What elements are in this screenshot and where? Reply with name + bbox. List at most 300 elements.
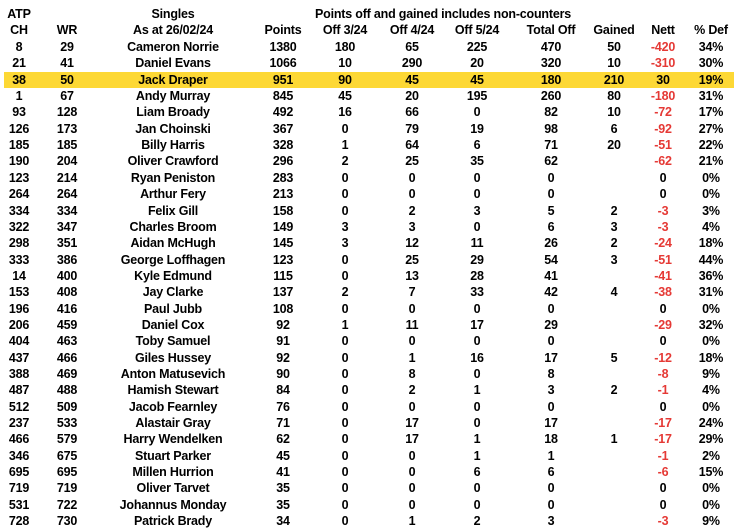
cell-points: 296 [272,154,294,169]
cell-off-4-24: 17 [405,432,419,447]
cell-off-4-24: 12 [405,236,419,251]
cell-ch: 298 [8,236,30,251]
header-pct-def: % Def [694,23,728,37]
cell-gained: 10 [607,56,621,71]
cell-off-3-24: 0 [341,465,349,480]
cell-off-5-24: 0 [473,367,481,381]
cell-wr: 459 [56,317,78,332]
cell-ch: 8 [15,40,23,54]
cell-off-4-24: 11 [405,317,419,332]
cell-points: 213 [272,187,294,202]
cell-total-off: 42 [544,285,558,300]
cell-pct-def: 31% [698,285,724,300]
cell-nett: 30 [656,72,670,87]
cell-off-4-24: 0 [408,334,416,349]
cell-total-off: 18 [544,432,558,447]
cell-off-5-24: 1 [473,432,481,447]
cell-off-3-24: 10 [338,56,352,71]
cell-wr: 730 [56,514,78,529]
cell-player-name: Jacob Fearnley [128,399,218,414]
table-row [0,415,740,431]
cell-gained: 5 [610,350,618,365]
cell-total-off: 54 [544,252,558,267]
table-row [0,170,740,186]
table-row [0,284,740,300]
cell-off-3-24: 0 [341,268,349,283]
cell-player-name: Oliver Tarvet [136,481,210,496]
cell-off-5-24: 0 [473,334,481,349]
cell-nett: -62 [654,154,672,169]
cell-total-off: 3 [547,383,555,398]
cell-player-name: Daniel Evans [135,56,211,71]
table-row [0,366,740,382]
cell-off-4-24: 25 [405,252,419,267]
cell-gained: 80 [607,89,621,104]
cell-gained: 2 [610,236,618,251]
cell-off-4-24: 2 [408,203,416,218]
cell-off-3-24: 0 [341,350,349,365]
cell-nett: -6 [657,465,669,480]
cell-off-4-24: 1 [408,514,416,529]
cell-player-name: George Loffhagen [120,252,226,267]
cell-off-5-24: 1 [473,448,481,463]
cell-gained: 6 [610,121,618,136]
cell-points: 35 [276,481,290,496]
header-as-at: As at 26/02/24 [133,23,213,37]
cell-nett: -41 [654,268,672,283]
cell-gained: 4 [610,285,618,300]
cell-points: 145 [272,236,294,251]
cell-ch: 466 [8,432,30,447]
cell-ch: 126 [8,121,30,136]
table-row [0,301,740,317]
cell-pct-def: 4% [702,219,720,234]
cell-off-3-24: 0 [341,481,349,496]
cell-off-4-24: 13 [405,268,419,283]
cell-gained: 1 [610,432,618,447]
cell-off-3-24: 1 [341,317,349,332]
cell-wr: 50 [60,72,74,87]
cell-off-3-24: 0 [341,497,349,512]
cell-ch: 123 [8,170,30,185]
cell-gained: 10 [607,105,621,120]
cell-off-3-24: 180 [334,40,356,54]
cell-off-3-24: 2 [341,154,349,169]
cell-off-3-24: 0 [341,187,349,202]
table-row [0,268,740,284]
cell-ch: 322 [8,219,30,234]
cell-off-4-24: 7 [408,285,416,300]
cell-pct-def: 21% [698,154,724,169]
cell-off-3-24: 0 [341,448,349,463]
table-row-highlighted [4,72,734,88]
cell-off-5-24: 19 [470,121,484,136]
cell-wr: 509 [56,399,78,414]
cell-nett: -92 [654,121,672,136]
cell-pct-def: 15% [698,465,724,480]
cell-points: 92 [276,350,290,365]
cell-player-name: Paul Jubb [144,301,202,316]
cell-off-5-24: 0 [473,399,481,414]
cell-off-3-24: 0 [341,121,349,136]
cell-ch: 237 [8,416,30,431]
cell-off-3-24: 0 [341,203,349,218]
cell-wr: 173 [56,121,78,136]
cell-off-5-24: 0 [473,416,481,431]
cell-ch: 153 [8,285,30,300]
cell-off-5-24: 3 [473,203,481,218]
cell-off-5-24: 17 [470,317,484,332]
cell-pct-def: 30% [698,56,724,71]
cell-nett: 0 [659,497,667,512]
cell-off-3-24: 0 [341,383,349,398]
header-gained: Gained [593,23,635,37]
cell-nett: -3 [657,203,669,218]
cell-nett: -1 [657,383,669,398]
cell-pct-def: 22% [698,138,724,153]
cell-gained: 20 [607,138,621,153]
cell-pct-def: 27% [698,121,724,136]
cell-pct-def: 0% [702,481,720,496]
cell-off-4-24: 79 [405,121,419,136]
cell-ch: 728 [8,514,30,529]
header-singles: Singles [151,7,195,21]
cell-off-3-24: 0 [341,416,349,431]
cell-off-3-24: 2 [341,285,349,300]
cell-off-4-24: 65 [405,40,419,54]
cell-off-3-24: 0 [341,399,349,414]
cell-nett: -51 [654,138,672,153]
header-row-1 [0,6,740,22]
cell-points: 108 [272,301,294,316]
cell-points: 1380 [269,40,297,54]
cell-player-name: Jack Draper [138,72,208,87]
cell-pct-def: 24% [698,416,724,431]
cell-off-5-24: 6 [473,465,481,480]
cell-pct-def: 0% [702,334,720,349]
cell-off-4-24: 0 [408,187,416,202]
cell-player-name: Oliver Crawford [127,154,219,169]
cell-ch: 196 [8,301,30,316]
cell-total-off: 41 [544,268,558,283]
cell-player-name: Anton Matusevich [120,367,226,381]
cell-player-name: Liam Broady [136,105,210,120]
cell-nett: -8 [657,367,669,381]
cell-points: 90 [276,367,290,381]
cell-ch: 437 [8,350,30,365]
table-row [0,186,740,202]
cell-total-off: 0 [547,301,555,316]
cell-pct-def: 0% [702,301,720,316]
cell-player-name: Arthur Fery [140,187,206,202]
cell-pct-def: 9% [702,514,720,529]
cell-total-off: 98 [544,121,558,136]
cell-wr: 41 [60,56,74,71]
cell-off-5-24: 0 [473,481,481,496]
cell-player-name: Jan Choinski [135,121,211,136]
cell-nett: -1 [657,448,669,463]
cell-wr: 466 [56,350,78,365]
cell-off-5-24: 2 [473,514,481,529]
table-row [0,137,740,153]
cell-ch: 38 [12,72,26,87]
cell-nett: -3 [657,219,669,234]
cell-off-4-24: 0 [408,497,416,512]
cell-pct-def: 2% [702,448,720,463]
cell-points: 62 [276,432,290,447]
cell-ch: 333 [8,252,30,267]
cell-ch: 264 [8,187,30,202]
table-row [0,39,740,55]
cell-points: 149 [272,219,294,234]
cell-off-5-24: 195 [466,89,488,104]
cell-nett: 0 [659,187,667,202]
cell-nett: -3 [657,514,669,529]
cell-ch: 21 [12,56,26,71]
table-row [0,399,740,415]
cell-gained: 3 [610,219,618,234]
cell-pct-def: 19% [698,72,724,87]
cell-pct-def: 34% [698,40,724,54]
cell-pct-def: 31% [698,89,724,104]
cell-off-5-24: 45 [470,72,484,87]
cell-off-3-24: 0 [341,170,349,185]
cell-off-3-24: 1 [341,138,349,153]
cell-wr: 264 [56,187,78,202]
header-off-4-24: Off 4/24 [389,23,435,37]
cell-player-name: Hamish Stewart [127,383,219,398]
cell-total-off: 0 [547,334,555,349]
cell-points: 35 [276,497,290,512]
cell-player-name: Cameron Norrie [127,40,219,54]
cell-ch: 531 [8,497,30,512]
cell-player-name: Toby Samuel [135,334,211,349]
cell-gained: 2 [610,203,618,218]
cell-total-off: 17 [544,416,558,431]
cell-total-off: 0 [547,481,555,496]
cell-player-name: Felix Gill [147,203,199,218]
cell-pct-def: 18% [698,350,724,365]
cell-ch: 334 [8,203,30,218]
cell-off-5-24: 35 [470,154,484,169]
cell-total-off: 320 [540,56,562,71]
cell-off-4-24: 0 [408,481,416,496]
cell-ch: 487 [8,383,30,398]
cell-nett: 0 [659,170,667,185]
header-nett: Nett [651,23,675,37]
cell-player-name: Stuart Parker [135,448,211,463]
cell-ch: 346 [8,448,30,463]
cell-total-off: 29 [544,317,558,332]
cell-ch: 512 [8,399,30,414]
cell-wr: 347 [56,219,78,234]
cell-wr: 469 [56,367,78,381]
header-row-2 [0,22,740,38]
cell-player-name: Patrick Brady [134,514,212,529]
cell-gained: 50 [607,40,621,54]
cell-points: 71 [276,416,290,431]
cell-total-off: 82 [544,105,558,120]
cell-wr: 722 [56,497,78,512]
cell-ch: 185 [8,138,30,153]
cell-player-name: Daniel Cox [141,317,205,332]
cell-points: 45 [276,448,290,463]
cell-wr: 67 [60,89,74,104]
cell-off-5-24: 0 [473,301,481,316]
header-atp: ATP [7,7,31,21]
cell-wr: 416 [56,301,78,316]
cell-ch: 14 [12,268,26,283]
cell-player-name: Harry Wendelken [123,432,223,447]
cell-wr: 386 [56,252,78,267]
cell-ch: 1 [15,89,23,104]
cell-ch: 695 [8,465,30,480]
table-row [0,513,740,529]
cell-nett: -17 [654,432,672,447]
header-total-off: Total Off [526,23,576,37]
cell-off-4-24: 64 [405,138,419,153]
cell-ch: 719 [8,481,30,496]
cell-wr: 334 [56,203,78,218]
cell-off-3-24: 16 [338,105,352,120]
header-off-3-24: Off 3/24 [322,23,368,37]
cell-off-4-24: 2 [408,383,416,398]
table-row [0,252,740,268]
table-row [0,55,740,71]
header-points-note: Points off and gained includes non-counters [315,7,571,21]
cell-points: 123 [272,252,294,267]
cell-pct-def: 3% [702,203,720,218]
cell-total-off: 6 [547,465,555,480]
cell-nett: 0 [659,481,667,496]
cell-off-5-24: 225 [466,40,488,54]
cell-wr: 463 [56,334,78,349]
cell-pct-def: 0% [702,497,720,512]
cell-points: 41 [276,465,290,480]
header-ch: CH [10,23,28,37]
cell-player-name: Millen Hurrion [132,465,214,480]
cell-off-3-24: 0 [341,367,349,381]
cell-pct-def: 29% [698,432,724,447]
table-row [0,121,740,137]
cell-player-name: Alastair Gray [135,416,211,431]
cell-off-3-24: 90 [338,72,352,87]
cell-points: 367 [272,121,294,136]
cell-pct-def: 0% [702,187,720,202]
cell-total-off: 3 [547,514,555,529]
cell-pct-def: 0% [702,170,720,185]
cell-off-4-24: 0 [408,448,416,463]
cell-off-5-24: 20 [470,56,484,71]
table-row [0,88,740,104]
header-points: Points [264,23,302,37]
table-row [0,464,740,480]
cell-gained: 2 [610,383,618,398]
cell-points: 283 [272,170,294,185]
cell-total-off: 180 [540,72,562,87]
table-row [0,382,740,398]
cell-nett: -420 [650,40,676,54]
table-row [0,333,740,349]
cell-player-name: Kyle Edmund [134,268,212,283]
cell-off-5-24: 0 [473,219,481,234]
cell-off-5-24: 0 [473,105,481,120]
cell-wr: 695 [56,465,78,480]
cell-points: 92 [276,317,290,332]
cell-nett: -24 [654,236,672,251]
table-row [0,497,740,513]
cell-player-name: Aidan McHugh [130,236,216,251]
cell-off-3-24: 0 [341,514,349,529]
cell-total-off: 17 [544,350,558,365]
table-row [0,431,740,447]
cell-player-name: Johannus Monday [119,497,227,512]
cell-points: 845 [272,89,294,104]
cell-total-off: 0 [547,187,555,202]
cell-wr: 675 [56,448,78,463]
cell-points: 91 [276,334,290,349]
cell-off-4-24: 0 [408,170,416,185]
cell-nett: 0 [659,399,667,414]
table-row [0,203,740,219]
cell-points: 328 [272,138,294,153]
cell-off-4-24: 66 [405,105,419,120]
cell-gained: 3 [610,252,618,267]
cell-off-4-24: 290 [401,56,423,71]
cell-nett: 0 [659,301,667,316]
table-row [0,350,740,366]
cell-off-5-24: 33 [470,285,484,300]
cell-total-off: 470 [540,40,562,54]
cell-nett: -17 [654,416,672,431]
cell-points: 115 [273,268,293,283]
cell-points: 1066 [269,56,297,71]
cell-off-5-24: 29 [470,252,484,267]
cell-off-3-24: 45 [338,89,352,104]
cell-player-name: Giles Hussey [134,350,212,365]
cell-ch: 404 [8,334,30,349]
cell-wr: 29 [60,40,74,54]
table-row [0,104,740,120]
cell-nett: 0 [659,334,667,349]
table-row [0,448,740,464]
cell-nett: -310 [650,56,676,71]
cell-off-3-24: 0 [341,252,349,267]
cell-wr: 579 [56,432,78,447]
cell-off-5-24: 6 [473,138,481,153]
cell-off-5-24: 28 [470,268,484,283]
cell-off-5-24: 1 [473,383,481,398]
cell-total-off: 26 [544,236,558,251]
cell-player-name: Andy Murray [135,89,211,104]
table-row [0,153,740,169]
cell-total-off: 8 [547,367,555,381]
cell-total-off: 62 [544,154,558,169]
cell-total-off: 260 [540,89,562,104]
cell-ch: 93 [12,105,26,120]
cell-ch: 388 [8,367,30,381]
cell-player-name: Billy Harris [141,138,205,153]
cell-wr: 204 [56,154,78,169]
cell-off-5-24: 0 [473,187,481,202]
cell-total-off: 6 [547,219,555,234]
cell-player-name: Ryan Peniston [130,170,216,185]
cell-off-5-24: 0 [473,170,481,185]
cell-wr: 533 [56,416,78,431]
cell-wr: 408 [56,285,78,300]
cell-nett: -51 [654,252,672,267]
cell-ch: 206 [8,317,30,332]
